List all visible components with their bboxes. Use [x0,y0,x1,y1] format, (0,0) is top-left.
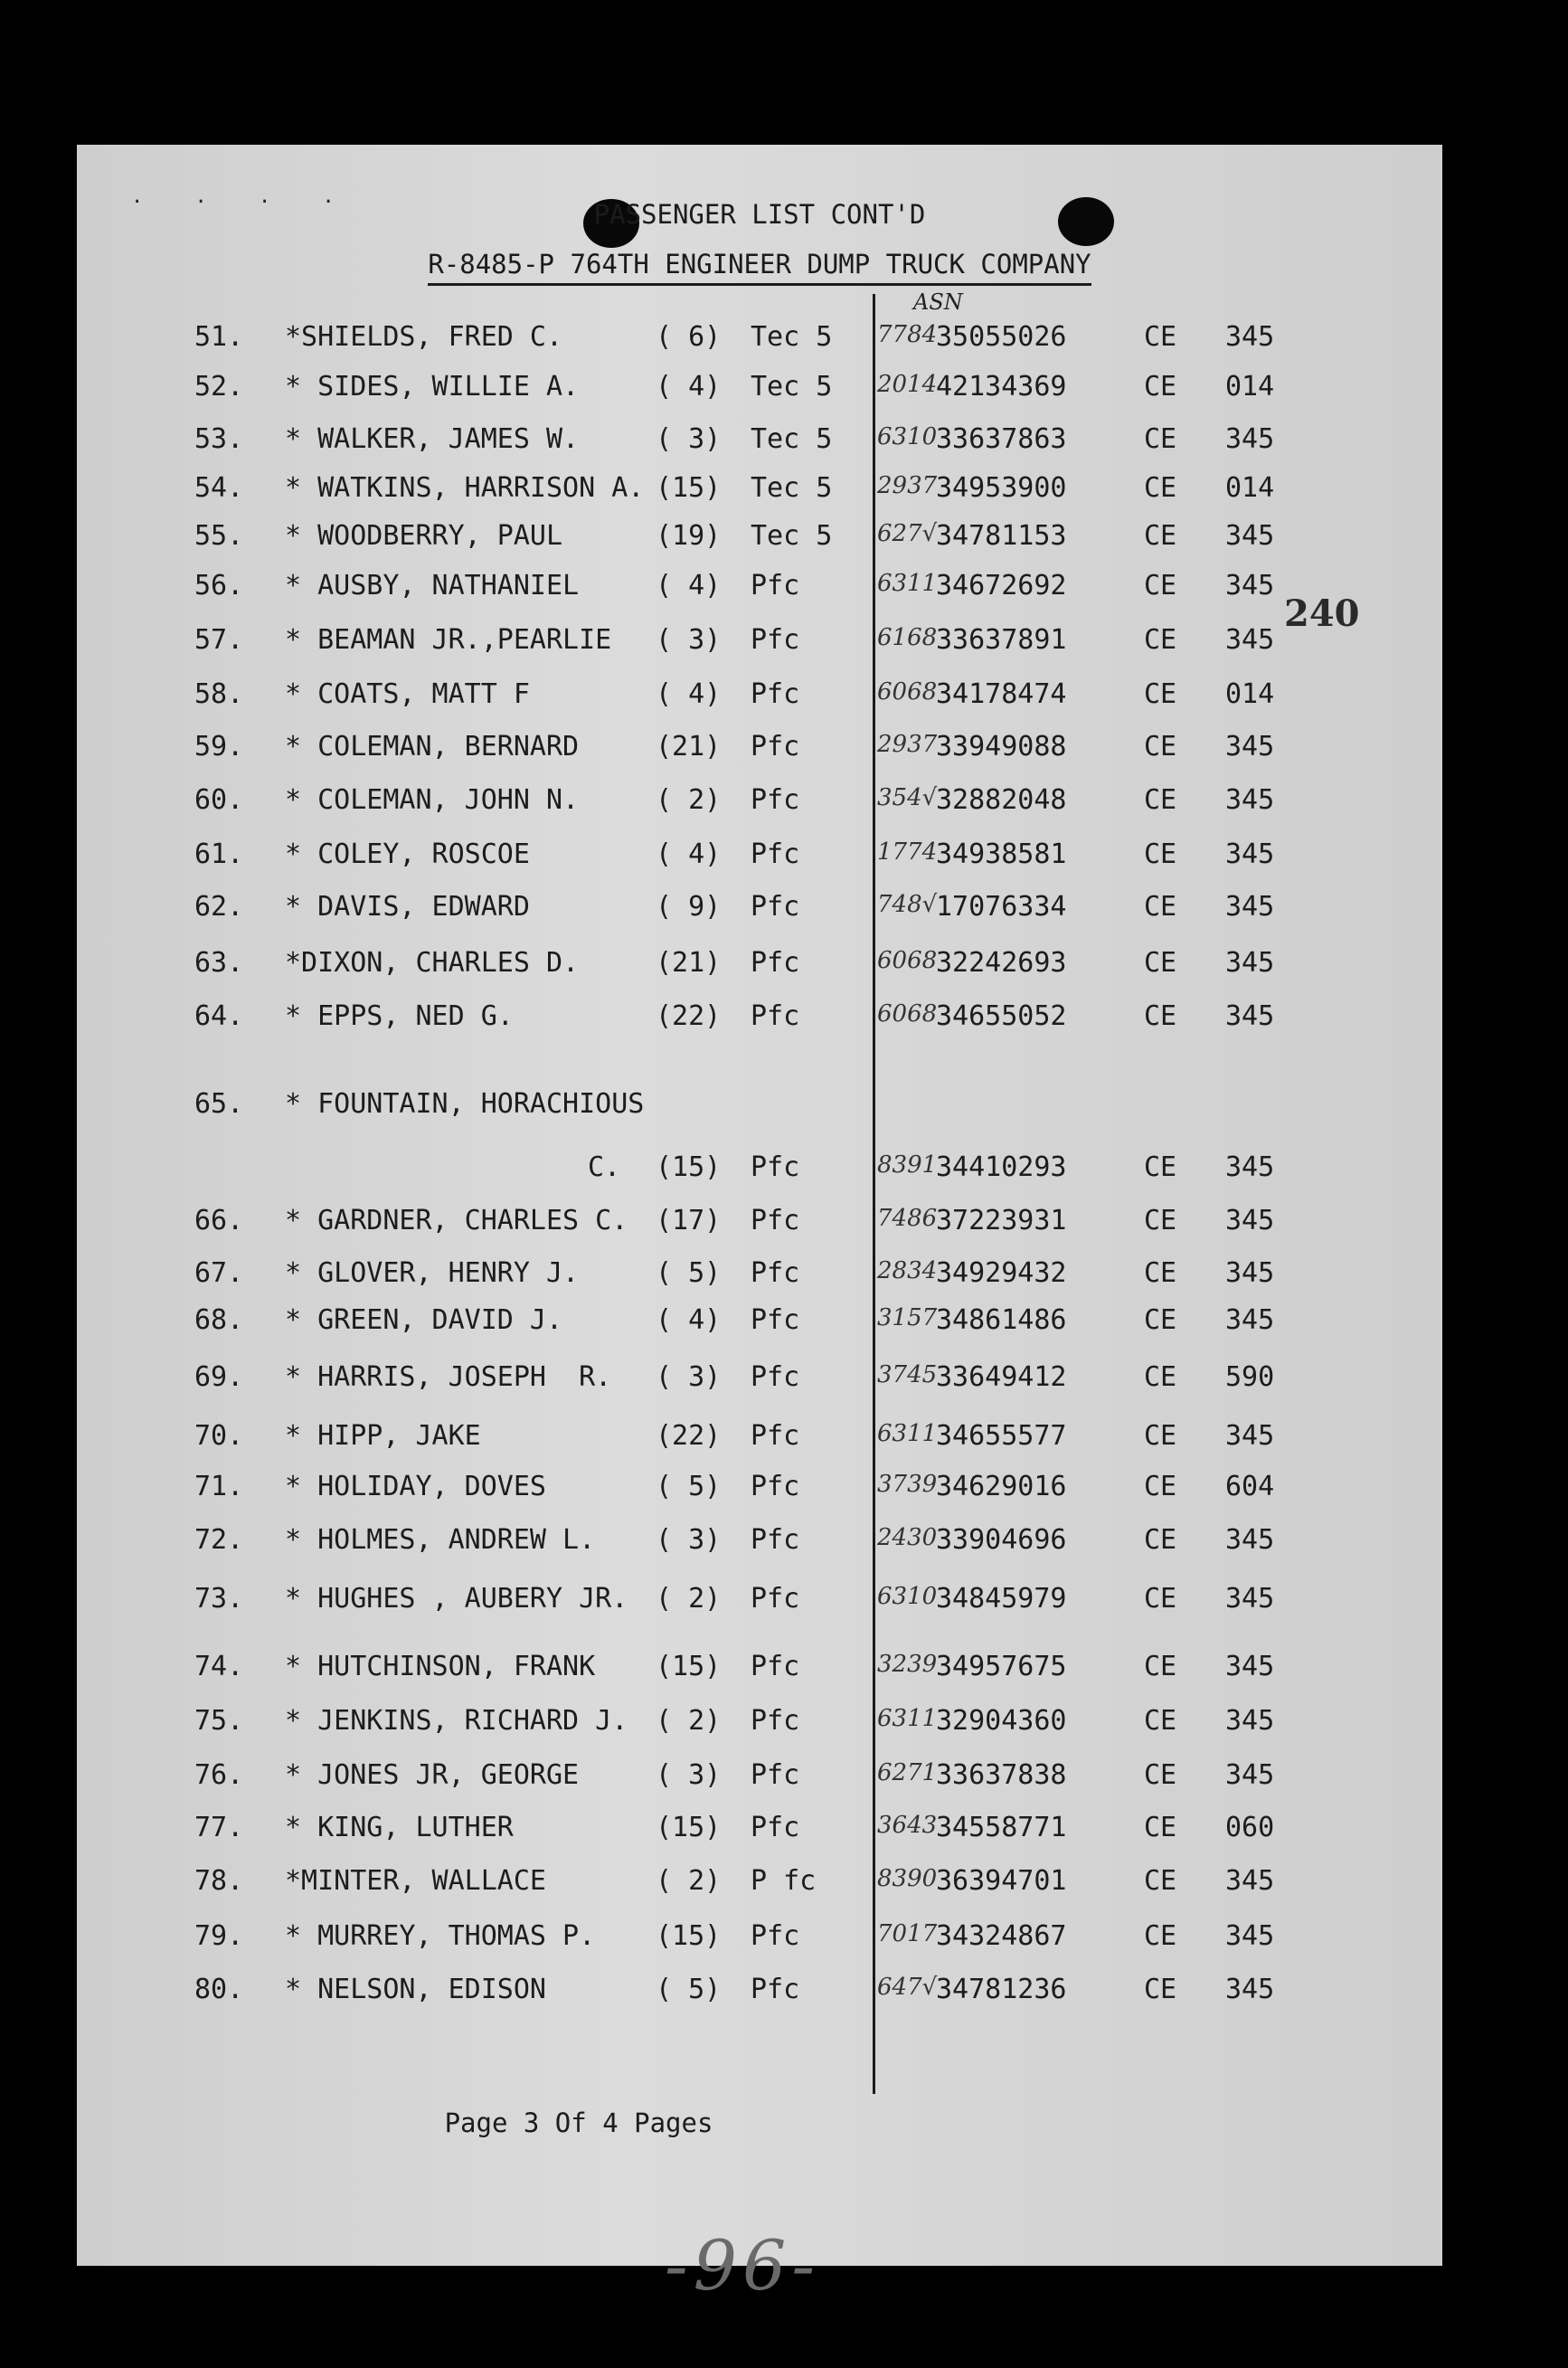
cell-name: * HOLIDAY, DOVES [285,1471,546,1502]
cell-rank: Pfc [751,1524,800,1556]
cell-name: * COATS, MATT F [285,678,530,710]
cell-code: ( 4) [656,678,722,710]
cell-num: 52. [194,371,244,403]
cell-last: 345 [1225,1651,1275,1682]
cell-serial: 34410293 [936,1151,1067,1183]
cell-rank: Tec 5 [751,321,833,353]
cell-last: 345 [1225,1151,1275,1183]
cell-name: * COLEMAN, BERNARD [285,731,580,762]
cell-num: 56. [194,570,244,601]
cell-name: * BEAMAN JR.,PEARLIE [285,624,612,656]
name-continuation: C. [588,1151,621,1183]
cell-ce: CE [1144,731,1177,762]
cell-serial: 34629016 [936,1471,1067,1502]
cell-num: 74. [194,1651,244,1682]
cell-rank: Pfc [751,1705,800,1737]
cell-last: 345 [1225,1000,1275,1032]
cell-code: ( 4) [656,838,722,870]
cell-name: * COLEMAN, JOHN N. [285,784,580,816]
cell-rank: Tec 5 [751,371,833,403]
cell-ce: CE [1144,1471,1177,1502]
cell-rank: Pfc [751,1920,800,1952]
cell-code: ( 2) [656,1583,722,1615]
folio-number: -96- [665,2225,821,2306]
cell-serial: 33637838 [936,1759,1067,1791]
cell-ce: CE [1144,1651,1177,1682]
cell-serial: 34938581 [936,838,1067,870]
cell-rank: Pfc [751,838,800,870]
cell-code: (15) [656,472,722,504]
cell-last: 014 [1225,472,1275,504]
cell-rank: Pfc [751,1651,800,1682]
cell-serial: 34558771 [936,1812,1067,1843]
cell-name: * HIPP, JAKE [285,1420,481,1452]
cell-num: 65. [194,1088,244,1120]
cell-serial: 34672692 [936,570,1067,601]
cell-name: * JENKINS, RICHARD J. [285,1705,628,1737]
cell-last: 590 [1225,1361,1275,1393]
cell-ce: CE [1144,321,1177,353]
cell-name: * WATKINS, HARRISON A. [285,472,645,504]
cell-num: 77. [194,1812,244,1843]
cell-name: * GLOVER, HENRY J. [285,1257,580,1289]
cell-hand: 6310 [877,423,938,450]
cell-last: 345 [1225,1524,1275,1556]
cell-last: 345 [1225,731,1275,762]
cell-ce: CE [1144,1361,1177,1393]
cell-hand: 2430 [877,1524,938,1551]
cell-ce: CE [1144,1420,1177,1452]
cell-code: (22) [656,1000,722,1032]
cell-ce: CE [1144,1205,1177,1236]
cell-rank: Tec 5 [751,472,833,504]
cell-ce: CE [1144,1920,1177,1952]
cell-ce: CE [1144,678,1177,710]
cell-num: 79. [194,1920,244,1952]
cell-last: 345 [1225,1205,1275,1236]
cell-serial: 42134369 [936,371,1067,403]
cell-num: 60. [194,784,244,816]
cell-ce: CE [1144,1974,1177,2005]
cell-hand: 7784 [877,321,938,348]
cell-num: 78. [194,1865,244,1897]
cell-last: 345 [1225,1865,1275,1897]
cell-name: *SHIELDS, FRED C. [285,321,563,353]
cell-rank: Pfc [751,624,800,656]
cell-rank: Pfc [751,1000,800,1032]
cell-name: * AUSBY, NATHANIEL [285,570,580,601]
cell-ce: CE [1144,423,1177,455]
cell-serial: 33904696 [936,1524,1067,1556]
cell-hand: 3643 [877,1812,938,1839]
cell-hand: 7486 [877,1205,938,1232]
cell-name: *MINTER, WALLACE [285,1865,546,1897]
unit-heading-text: R-8485-P 764TH ENGINEER DUMP TRUCK COMPANY [428,249,1091,286]
cell-code: ( 3) [656,624,722,656]
cell-serial: 33649412 [936,1361,1067,1393]
cell-name: * MURREY, THOMAS P. [285,1920,596,1952]
cell-code: ( 4) [656,371,722,403]
cell-name: * WOODBERRY, PAUL [285,520,563,552]
cell-num: 54. [194,472,244,504]
cell-hand: 6311 [877,1420,938,1447]
cell-hand: 354√ [877,784,938,811]
cell-ce: CE [1144,520,1177,552]
cell-hand: 6311 [877,1705,938,1732]
cell-num: 76. [194,1759,244,1791]
cell-num: 57. [194,624,244,656]
cell-num: 70. [194,1420,244,1452]
passenger-list [77,145,1442,2266]
cell-num: 61. [194,838,244,870]
cell-num: 69. [194,1361,244,1393]
cell-last: 345 [1225,891,1275,923]
cell-last: 345 [1225,1304,1275,1336]
cell-hand: 3239 [877,1651,938,1678]
cell-ce: CE [1144,1812,1177,1843]
cell-hand: 748√ [877,891,938,918]
cell-num: 67. [194,1257,244,1289]
cell-rank: Pfc [751,570,800,601]
cell-hand: 8390 [877,1865,938,1892]
cell-code: ( 2) [656,1705,722,1737]
cell-hand: 647√ [877,1974,938,2001]
cell-hand: 7017 [877,1920,938,1947]
cell-last: 345 [1225,1759,1275,1791]
asn-note: ASN [913,289,963,315]
cell-ce: CE [1144,1257,1177,1289]
cell-serial: 34178474 [936,678,1067,710]
cell-ce: CE [1144,1151,1177,1183]
cell-serial: 17076334 [936,891,1067,923]
cell-num: 75. [194,1705,244,1737]
cell-num: 51. [194,321,244,353]
cell-code: ( 3) [656,1759,722,1791]
cell-code: (21) [656,731,722,762]
cell-code: ( 5) [656,1471,722,1502]
cell-code: ( 9) [656,891,722,923]
cell-hand: 2937 [877,731,938,758]
cell-hand: 6311 [877,570,938,597]
cell-serial: 34655577 [936,1420,1067,1452]
cell-name: * EPPS, NED G. [285,1000,514,1032]
cell-hand: 2014 [877,371,938,398]
cell-code: (19) [656,520,722,552]
cell-ce: CE [1144,472,1177,504]
cell-last: 345 [1225,838,1275,870]
cell-name: *DIXON, CHARLES D. [285,947,580,979]
cell-rank: Pfc [751,1361,800,1393]
cell-serial: 34845979 [936,1583,1067,1615]
cell-rank: Pfc [751,1471,800,1502]
cell-num: 55. [194,520,244,552]
cell-code: ( 3) [656,1361,722,1393]
cell-code: (15) [656,1651,722,1682]
page-footer: Page 3 Of 4 Pages [444,2108,713,2138]
cell-ce: CE [1144,784,1177,816]
cell-code: (22) [656,1420,722,1452]
cell-ce: CE [1144,570,1177,601]
cell-serial: 32882048 [936,784,1067,816]
cell-rank: Pfc [751,1420,800,1452]
cell-name: * COLEY, ROSCOE [285,838,530,870]
cell-hand: 6271 [877,1759,938,1786]
stamp-number: 240 [1284,592,1360,635]
cell-last: 345 [1225,1920,1275,1952]
cell-ce: CE [1144,1705,1177,1737]
cell-name: * DAVIS, EDWARD [285,891,530,923]
cell-ce: CE [1144,371,1177,403]
cell-name: * HARRIS, JOSEPH R. [285,1361,612,1393]
cell-serial: 34957675 [936,1651,1067,1682]
cell-ce: CE [1144,1759,1177,1791]
cell-code: (15) [656,1151,722,1183]
cell-rank: Pfc [751,1257,800,1289]
cell-num: 71. [194,1471,244,1502]
cell-num: 73. [194,1583,244,1615]
cell-code: ( 6) [656,321,722,353]
cell-rank: Pfc [751,678,800,710]
cell-last: 345 [1225,520,1275,552]
cell-name: * SIDES, WILLIE A. [285,371,580,403]
cell-rank: Pfc [751,1583,800,1615]
cell-num: 72. [194,1524,244,1556]
cell-hand: 6068 [877,947,938,974]
cell-num: 59. [194,731,244,762]
cell-serial: 33949088 [936,731,1067,762]
cell-num: 68. [194,1304,244,1336]
cell-last: 345 [1225,1257,1275,1289]
cell-last: 345 [1225,947,1275,979]
cell-hand: 6310 [877,1583,938,1610]
cell-name: * GARDNER, CHARLES C. [285,1205,628,1236]
cell-last: 345 [1225,624,1275,656]
cell-name: * HUTCHINSON, FRANK [285,1651,596,1682]
cell-name: * JONES JR, GEORGE [285,1759,580,1791]
document-heading: PASSENGER LIST CONT'D [593,199,926,230]
cell-serial: 32904360 [936,1705,1067,1737]
cell-hand: 6068 [877,678,938,706]
cell-code: (15) [656,1920,722,1952]
cell-name: * KING, LUTHER [285,1812,514,1843]
cell-code: (21) [656,947,722,979]
cell-last: 345 [1225,1420,1275,1452]
cell-rank: Pfc [751,1304,800,1336]
cell-code: ( 3) [656,423,722,455]
cell-serial: 33637863 [936,423,1067,455]
cell-serial: 37223931 [936,1205,1067,1236]
cell-rank: Tec 5 [751,423,833,455]
cell-rank: Tec 5 [751,520,833,552]
cell-last: 345 [1225,570,1275,601]
cell-num: 80. [194,1974,244,2005]
cell-hand: 3739 [877,1471,938,1498]
document-page [77,145,1442,2306]
cell-rank: Pfc [751,1151,800,1183]
cell-serial: 33637891 [936,624,1067,656]
cell-serial: 34861486 [936,1304,1067,1336]
cell-num: 63. [194,947,244,979]
cell-ce: CE [1144,1000,1177,1032]
cell-rank: Pfc [751,947,800,979]
cell-num: 58. [194,678,244,710]
cell-last: 604 [1225,1471,1275,1502]
cell-name: * HOLMES, ANDREW L. [285,1524,596,1556]
cell-hand: 2937 [877,472,938,499]
cell-rank: Pfc [751,891,800,923]
cell-code: ( 3) [656,1524,722,1556]
cell-serial: 35055026 [936,321,1067,353]
cell-ce: CE [1144,624,1177,656]
cell-hand: 8391 [877,1151,938,1179]
cell-ce: CE [1144,838,1177,870]
cell-num: 66. [194,1205,244,1236]
cell-last: 060 [1225,1812,1275,1843]
cell-rank: Pfc [751,1812,800,1843]
cell-last: 345 [1225,1974,1275,2005]
cell-serial: 34324867 [936,1920,1067,1952]
cell-code: ( 2) [656,784,722,816]
cell-rank: P fc [751,1865,817,1897]
cell-code: (17) [656,1205,722,1236]
cell-rank: Pfc [751,1759,800,1791]
cell-last: 345 [1225,1705,1275,1737]
cell-hand: 6068 [877,1000,938,1028]
cell-name: * GREEN, DAVID J. [285,1304,563,1336]
cell-hand: 3745 [877,1361,938,1388]
cell-ce: CE [1144,1583,1177,1615]
cell-last: 345 [1225,784,1275,816]
cell-hand: 3157 [877,1304,938,1331]
cell-ce: CE [1144,891,1177,923]
cell-ce: CE [1144,1865,1177,1897]
cell-num: 62. [194,891,244,923]
cell-name: * FOUNTAIN, HORACHIOUS [285,1088,645,1120]
cell-last: 345 [1225,321,1275,353]
cell-code: (15) [656,1812,722,1843]
paper-specks: . . . . [131,185,354,208]
cell-rank: Pfc [751,784,800,816]
cell-last: 345 [1225,1583,1275,1615]
cell-serial: 34953900 [936,472,1067,504]
cell-hand: 2834 [877,1257,938,1284]
cell-serial: 34781236 [936,1974,1067,2005]
cell-num: 53. [194,423,244,455]
cell-rank: Pfc [751,1974,800,2005]
cell-code: ( 4) [656,1304,722,1336]
cell-num: 64. [194,1000,244,1032]
cell-ce: CE [1144,947,1177,979]
cell-last: 014 [1225,678,1275,710]
cell-last: 014 [1225,371,1275,403]
cell-last: 345 [1225,423,1275,455]
cell-code: ( 4) [656,570,722,601]
cell-serial: 34781153 [936,520,1067,552]
cell-ce: CE [1144,1304,1177,1336]
cell-name: * WALKER, JAMES W. [285,423,580,455]
cell-hand: 1774 [877,838,938,866]
cell-code: ( 5) [656,1257,722,1289]
cell-serial: 36394701 [936,1865,1067,1897]
cell-code: ( 5) [656,1974,722,2005]
cell-name: * HUGHES , AUBERY JR. [285,1583,628,1615]
cell-hand: 627√ [877,520,938,547]
cell-name: * NELSON, EDISON [285,1974,546,2005]
cell-serial: 32242693 [936,947,1067,979]
cell-serial: 34655052 [936,1000,1067,1032]
cell-hand: 6168 [877,624,938,651]
cell-rank: Pfc [751,1205,800,1236]
cell-rank: Pfc [751,731,800,762]
cell-code: ( 2) [656,1865,722,1897]
cell-serial: 34929432 [936,1257,1067,1289]
cell-ce: CE [1144,1524,1177,1556]
